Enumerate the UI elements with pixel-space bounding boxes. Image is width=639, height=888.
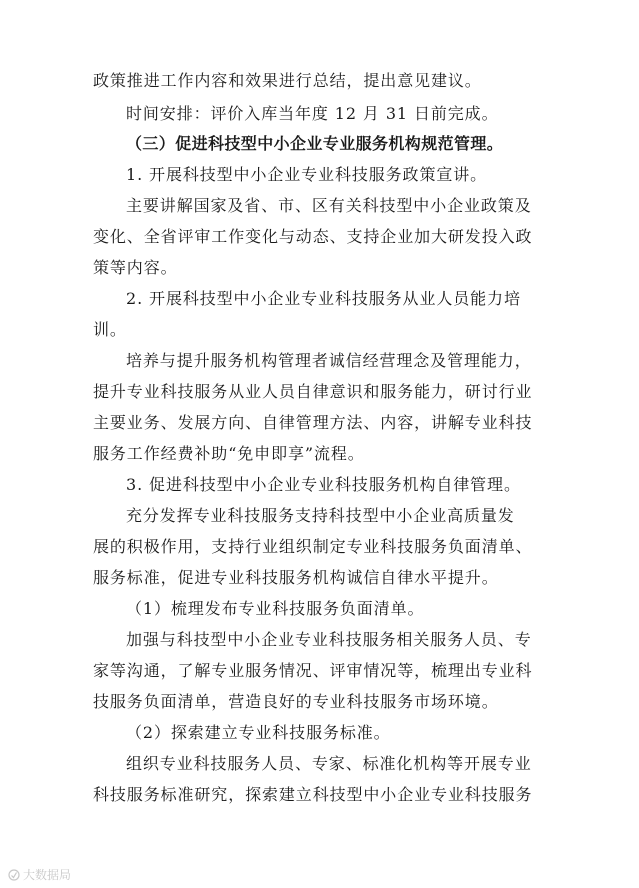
paragraph-line: 加强与科技型中小企业专业科技服务相关服务人员、专: [126, 630, 532, 649]
paragraph-line: 技服务负面清单，营造良好的专业科技服务市场环境。: [93, 692, 499, 711]
section-heading: （三）促进科技型中小企业专业服务机构规范管理。: [126, 134, 504, 153]
paragraph-line: 培养与提升服务机构管理者诚信经营理念及管理能力，: [126, 351, 532, 370]
paragraph-line: 主要讲解国家及省、市、区有关科技型中小企业政策及: [126, 196, 532, 215]
paragraph-line: 组织专业科技服务人员、专家、标准化机构等开展专业: [126, 754, 532, 773]
paragraph-line: 政策推进工作内容和效果进行总结，提出意见建议。: [93, 71, 482, 90]
watermark-text: 大数据局: [23, 868, 72, 882]
paragraph-line: 主要业务、发展方向、自律管理方法、内容，讲解专业科技: [93, 413, 533, 432]
paragraph-line: 时间安排：评价入库当年度 12 月 31 日前完成。: [126, 104, 499, 123]
paragraph-line: 变化、全省评审工作变化与动态、支持企业加大研发投入政: [93, 227, 533, 246]
paragraph-line: 服务工作经费补助“免申即享”流程。: [93, 444, 365, 463]
paragraph-line: 科技服务标准研究，探索建立科技型中小企业专业科技服务: [93, 785, 533, 804]
paragraph-line: 家等沟通，了解专业服务情况、评审情况等，梳理出专业科: [93, 661, 533, 680]
watermark: [8, 866, 71, 883]
subsection-heading: 1. 开展科技型中小企业专业科技服务政策宣讲。: [126, 165, 488, 184]
item-heading: （2）探索建立专业科技服务标准。: [126, 723, 391, 742]
subsection-heading: 2. 开展科技型中小企业专业科技服务从业人员能力培: [126, 289, 521, 308]
paragraph-line: 服务标准，促进专业科技服务机构诚信自律水平提升。: [93, 568, 499, 587]
paragraph-line: 策等内容。: [93, 258, 178, 277]
paragraph-line: 提升专业科技服务从业人员自律意识和服务能力，研讨行业: [93, 382, 533, 401]
item-heading: （1）梳理发布专业科技服务负面清单。: [126, 599, 425, 618]
watermark-logo-icon: [8, 869, 20, 881]
subsection-heading: 训。: [93, 320, 127, 339]
subsection-heading: 3. 促进科技型中小企业专业科技服务机构自律管理。: [126, 475, 521, 494]
paragraph-line: 展的积极作用，支持行业组织制定专业科技服务负面清单、: [93, 537, 533, 556]
paragraph-line: 充分发挥专业科技服务支持科技型中小企业高质量发: [126, 506, 515, 525]
